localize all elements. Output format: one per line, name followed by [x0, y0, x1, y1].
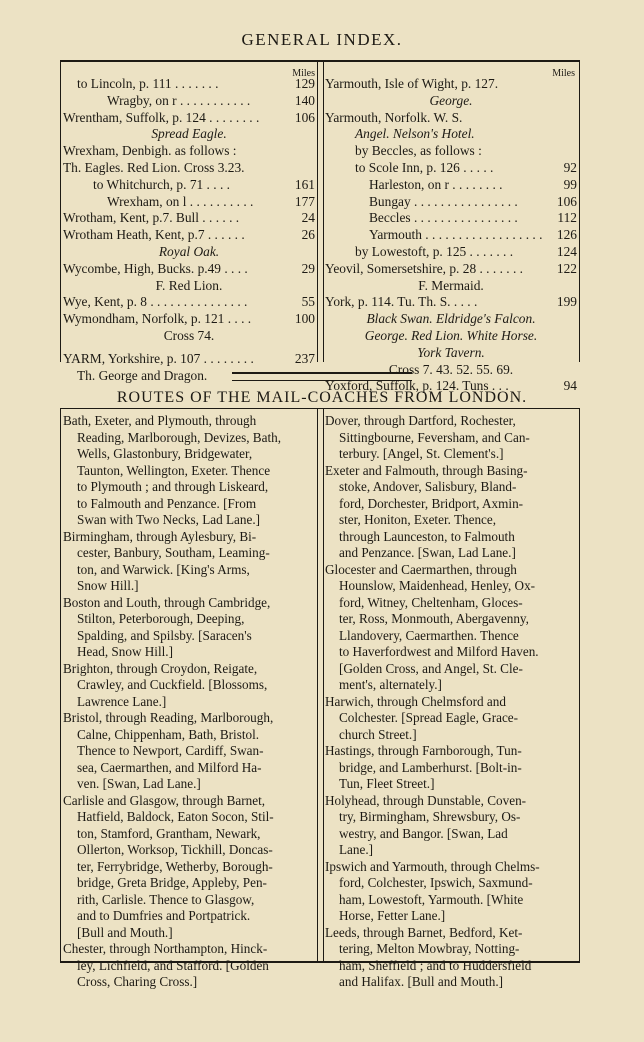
index-entry — [63, 294, 315, 311]
route-line: terbury. [Angel, St. Clement's.] — [339, 446, 504, 461]
route-line: stoke, Andover, Salisbury, Bland- — [339, 479, 517, 494]
route-heading-line: Birmingham, through Aylesbury, Bi- — [63, 528, 257, 544]
route-line: tering, Melton Mowbray, Notting- — [339, 941, 520, 956]
index-entry-text: Wycombe, High, Bucks. p.49 . . . . — [63, 260, 248, 276]
index-entry-miles: 129 — [294, 76, 315, 91]
route-line: [Golden Cross, and Angel, St. Cle- — [339, 660, 523, 676]
index-entry — [325, 93, 577, 110]
route-line: church Street.] — [339, 726, 417, 742]
index-entry-text: to Lincoln, p. 111 . . . . . . . — [77, 76, 219, 91]
route-line: ford, Colchester, Ipswich, Saxmund- — [339, 875, 533, 890]
index-entry-miles: 55 — [301, 294, 315, 310]
index-entry-miles: 94 — [563, 378, 577, 394]
index-entry — [63, 143, 315, 160]
index-entry-text: Wrexham, Denbigh. as follows : — [63, 143, 237, 159]
column-divider — [317, 409, 324, 961]
index-entry-miles: 106 — [294, 109, 315, 125]
index-entry-text: Beccles . . . . . . . . . . . . . . . . — [369, 210, 518, 226]
route-line: ment's, alternately.] — [339, 677, 442, 692]
route-line: to Falmouth and Penzance. [From — [77, 495, 257, 511]
index-entry-text: by Beccles, as follows : — [355, 143, 482, 159]
index-entry — [63, 244, 315, 261]
index-entry — [325, 194, 577, 211]
route-heading-line: Leeds, through Barnet, Bedford, Ket- — [325, 924, 523, 940]
index-entry — [63, 76, 315, 93]
route-heading-line: Chester, through Northampton, Hinck- — [63, 941, 268, 956]
index-entry — [325, 261, 577, 278]
route-line: ley, Lichfield, and Stafford. [Golden — [77, 957, 269, 973]
index-entry-text: by Lowestoft, p. 125 . . . . . . . — [355, 243, 514, 259]
route-line: bridge, Greta Bridge, Appleby, Pen- — [77, 875, 267, 890]
index-entry-text: Yoxford, Suffolk, p. 124. Tuns . . . — [325, 378, 509, 394]
route-line: Thence to Newport, Cardiff, Swan- — [77, 743, 264, 758]
route-line: ter, Ferrybridge, Wetherby, Borough- — [77, 858, 273, 874]
route-heading-line: Hastings, through Farnborough, Tun- — [325, 743, 522, 758]
route-line: Spalding, and Spilsby. [Saracen's — [77, 627, 252, 643]
route-heading-line: Ipswich and Yarmouth, through Chelms- — [325, 858, 540, 874]
index-entry-text: Spread Eagle. — [151, 126, 227, 142]
index-entry-text: YARM, Yorkshire, p. 107 . . . . . . . . — [63, 350, 254, 366]
route-line: [Bull and Mouth.] — [77, 924, 173, 940]
index-entry-miles: 122 — [556, 260, 577, 276]
route-line: Colchester. [Spread Eagle, Grace- — [339, 710, 519, 725]
index-entry — [325, 110, 577, 127]
index-entry — [63, 126, 315, 143]
routes-table — [60, 408, 580, 989]
route-line: ham, Sheffield ; and to Huddersfield — [339, 957, 532, 973]
index-entry — [63, 351, 315, 368]
index-entry-text: Cross 74. — [163, 327, 215, 343]
index-entry-text: Wrotham, Kent, p.7. Bull . . . . . . — [63, 210, 240, 226]
route-line: cester, Banbury, Southam, Leaming- — [77, 545, 270, 560]
route-line: rith, Carlisle. Thence to Glasgow, — [77, 891, 255, 907]
index-entry-miles: 126 — [556, 227, 577, 243]
route-line: Stilton, Peterborough, Deeping, — [77, 611, 245, 626]
page-title: GENERAL INDEX. — [241, 30, 403, 49]
route-line: sea, Caermarthen, and Milford Ha- — [77, 759, 262, 775]
index-entry-text: Wrexham, on l . . . . . . . . . . — [107, 193, 254, 209]
index-entry — [325, 278, 577, 295]
route-line: and to Dumfries and Portpatrick. — [77, 908, 251, 923]
index-entry — [63, 328, 315, 345]
index-entry-text: Yarmouth, Isle of Wight, p. 127. — [325, 76, 499, 91]
index-entry-text: Wymondham, Norfolk, p. 121 . . . . — [63, 311, 252, 327]
route-line: ham, Lowestoft, Yarmouth. [White — [339, 891, 524, 907]
index-entry-miles: 177 — [294, 193, 315, 209]
route-line: Swan with Two Necks, Lad Lane.] — [77, 512, 261, 527]
route-line: ford, Dorchester, Bridport, Axmin- — [339, 495, 524, 511]
index-entry — [325, 210, 577, 227]
route-heading-line: Bath, Exeter, and Plymouth, through — [63, 413, 257, 428]
miles-header: Miles — [292, 68, 315, 79]
route-line: ton, Stamford, Grantham, Newark, — [77, 825, 261, 841]
index-entry — [63, 177, 315, 194]
index-entry-miles: 199 — [556, 294, 577, 310]
index-entry — [325, 76, 577, 93]
index-entry — [325, 160, 577, 177]
route-heading-line: Bristol, through Reading, Marlborough, — [63, 710, 274, 725]
index-entry-text: Th. George and Dragon. — [77, 367, 208, 383]
index-entry-miles: 99 — [563, 176, 577, 192]
route-line: Snow Hill.] — [77, 578, 139, 593]
route-line: through Launceston, to Falmouth — [339, 528, 515, 544]
route-heading-line: Carlisle and Glasgow, through Barnet, — [63, 792, 266, 808]
route-line: Crawley, and Cuckfield. [Blossoms, — [77, 677, 268, 692]
index-table — [60, 60, 580, 394]
index-entry-text: Yeovil, Somersetshire, p. 28 . . . . . . . — [325, 260, 524, 276]
index-entry-text: York Tavern. — [417, 344, 485, 360]
route-line: ven. [Swan, Lad Lane.] — [77, 776, 201, 791]
index-entry-text: Harleston, on r . . . . . . . . — [369, 176, 503, 192]
index-entry — [63, 194, 315, 211]
route-line: ford, Witney, Cheltenham, Gloces- — [339, 594, 523, 610]
index-left-column — [63, 66, 315, 384]
routes-right-column — [325, 413, 575, 991]
index-entry — [325, 227, 577, 244]
route-line: Calne, Chippenham, Bath, Bristol. — [77, 726, 260, 742]
index-entry-text: Yarmouth . . . . . . . . . . . . . . . . . . — [369, 227, 543, 243]
route-line: Llandovery, Caermarthen. Thence — [339, 627, 519, 643]
index-entry-text: George. Red Lion. White Horse. — [364, 327, 538, 343]
index-entry-text: Th. Eagles. Red Lion. Cross 3.23. — [63, 159, 245, 175]
index-entry-text: F. Mermaid. — [418, 277, 484, 293]
index-entry-miles: 161 — [294, 176, 315, 192]
route-heading-line: Dover, through Dartford, Rochester, — [325, 413, 516, 428]
index-entry — [63, 278, 315, 295]
miles-header: Miles — [552, 68, 575, 79]
index-entry — [325, 311, 577, 328]
index-entry-text: Cross 7. 43. 52. 55. 69. — [388, 361, 514, 377]
route-line: bridge, and Lamberhurst. [Bolt-in- — [339, 759, 522, 775]
route-heading-line: Boston and Louth, through Cambridge, — [63, 594, 271, 610]
route-line: Reading, Marlborough, Devizes, Bath, — [77, 429, 281, 445]
route-line: Hatfield, Baldock, Eaton Socon, Stil- — [77, 809, 274, 824]
index-entry-miles: 92 — [563, 159, 577, 175]
index-entry — [325, 345, 577, 362]
index-entry-text: York, p. 114. Tu. Th. S. . . . . — [325, 294, 478, 310]
route-line: Lawrence Lane.] — [77, 693, 167, 709]
index-entry-miles: 124 — [556, 243, 577, 259]
route-heading-line: Holyhead, through Dunstable, Coven- — [325, 792, 527, 808]
index-entry — [325, 328, 577, 345]
route-line: Hounslow, Maidenhead, Henley, Ox- — [339, 578, 536, 593]
route-line: Ollerton, Worksop, Tickhill, Doncas- — [77, 842, 273, 857]
route-line: Cross, Charing Cross.] — [77, 974, 198, 989]
index-entry-text: to Scole Inn, p. 126 . . . . . — [355, 159, 494, 175]
route-heading-line: Brighton, through Croydon, Reigate, — [63, 660, 258, 676]
route-line: try, Birmingham, Shrewsbury, Os- — [339, 809, 521, 824]
index-entry-text: Angel. Nelson's Hotel. — [355, 126, 475, 142]
route-line: Tun, Fleet Street.] — [339, 776, 435, 791]
route-line: and Halifax. [Bull and Mouth.] — [339, 974, 504, 989]
index-entry-miles: 26 — [301, 227, 315, 243]
route-heading-line: Glocester and Caermarthen, through — [325, 561, 517, 577]
index-entry-miles: 140 — [294, 92, 315, 108]
index-entry-text: Wrentham, Suffolk, p. 124 . . . . . . . . — [63, 109, 260, 125]
index-entry — [63, 160, 315, 177]
index-entry — [63, 261, 315, 278]
route-line: ton, and Warwick. [King's Arms, — [77, 561, 250, 577]
index-entry-text: Wrotham Heath, Kent, p.7 . . . . . . — [63, 227, 245, 243]
route-line: ster, Honiton, Exeter. Thence, — [339, 512, 497, 527]
routes-left-column — [63, 413, 313, 991]
route-line: to Haverfordwest and Milford Haven. — [339, 644, 539, 659]
route-line: Head, Snow Hill.] — [77, 644, 173, 659]
routes-title: ROUTES OF THE MAIL-COACHES FROM LONDON. — [116, 389, 528, 406]
index-entry — [63, 110, 315, 127]
index-entry — [63, 93, 315, 110]
index-entry-miles: 106 — [556, 193, 577, 209]
index-entry-miles: 29 — [301, 260, 315, 276]
index-entry — [63, 227, 315, 244]
index-entry-text: Royal Oak. — [158, 243, 220, 259]
column-divider — [317, 62, 324, 362]
index-entry — [325, 294, 577, 311]
route-heading-line: Harwich, through Chelmsford and — [325, 693, 506, 709]
index-entry-miles: 100 — [294, 311, 315, 327]
index-entry — [325, 126, 577, 143]
route-line: ter, Ross, Monmouth, Abergavenny, — [339, 611, 529, 626]
index-right-column — [325, 66, 577, 395]
index-entry-text: Bungay . . . . . . . . . . . . . . . . — [369, 193, 518, 209]
index-entry-text: Wye, Kent, p. 8 . . . . . . . . . . . . . . . — [63, 294, 248, 310]
section-rule — [232, 372, 412, 381]
index-entry-text: Black Swan. Eldridge's Falcon. — [366, 311, 536, 327]
index-entry-miles: 24 — [301, 210, 315, 226]
route-heading-line: Exeter and Falmouth, through Basing- — [325, 462, 528, 478]
index-entry — [325, 177, 577, 194]
route-line: and Penzance. [Swan, Lad Lane.] — [339, 545, 516, 560]
route-line: Wells, Glastonbury, Bridgewater, — [77, 446, 253, 461]
index-entry-text: to Whitchurch, p. 71 . . . . — [93, 176, 230, 192]
index-entry-miles: 112 — [557, 210, 577, 226]
index-entry — [63, 210, 315, 227]
index-entry — [325, 143, 577, 160]
route-line: Sittingbourne, Feversham, and Can- — [339, 429, 530, 445]
index-entry-text: Wragby, on r . . . . . . . . . . . — [107, 92, 251, 108]
index-entry-miles: 237 — [294, 350, 315, 366]
index-entry-text: George. — [429, 92, 473, 108]
route-line: Taunton, Wellington, Exeter. Thence — [77, 462, 271, 478]
index-entry-text: Yarmouth, Norfolk. W. S. — [325, 109, 463, 125]
index-entry — [325, 244, 577, 261]
route-line: Horse, Fetter Lane.] — [339, 908, 446, 923]
index-entry-text: F. Red Lion. — [155, 277, 223, 293]
index-entry — [63, 311, 315, 328]
route-line: Lane.] — [339, 842, 374, 857]
route-line: westry, and Bangor. [Swan, Lad — [339, 825, 508, 841]
route-line: to Plymouth ; and through Liskeard, — [77, 479, 269, 494]
